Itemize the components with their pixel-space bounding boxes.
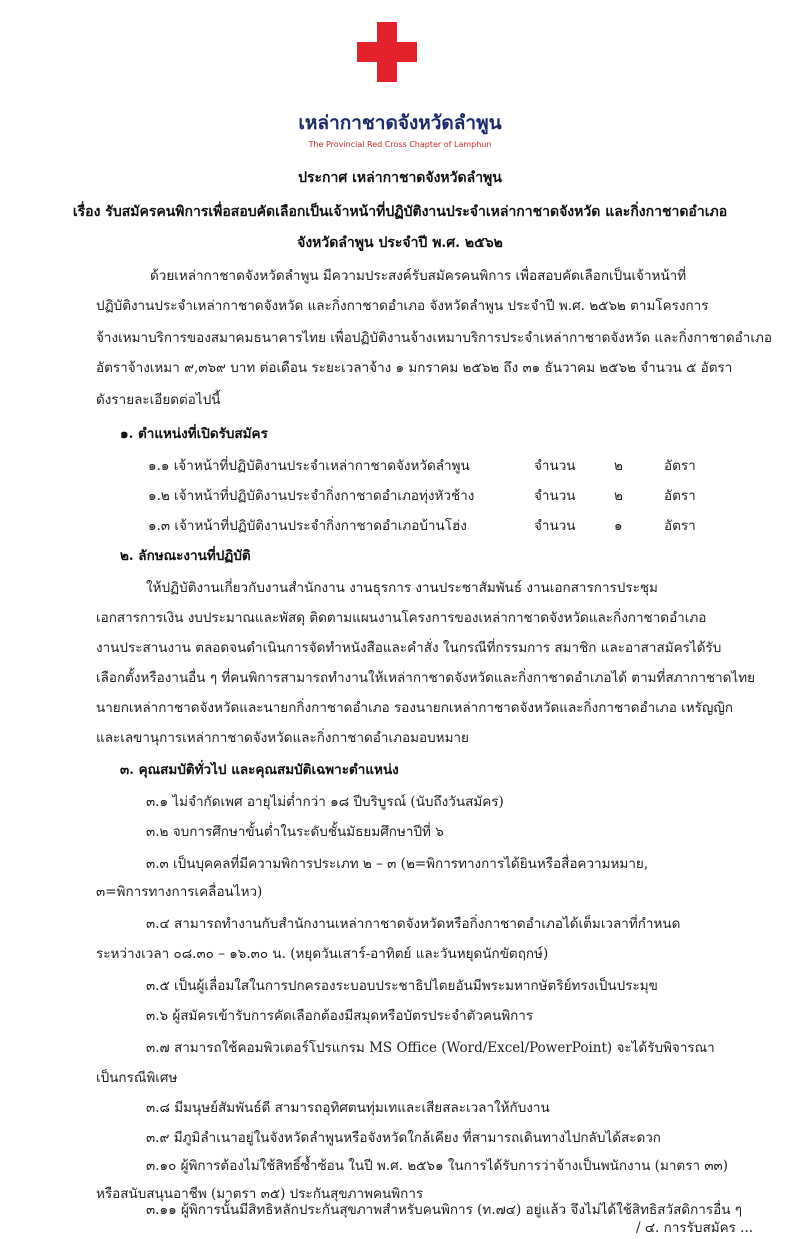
position-count: ๑: [614, 518, 623, 534]
position-unit-label: จำนวน: [534, 488, 576, 504]
position-unit-label: จำนวน: [534, 458, 576, 474]
intro-line: อัตราจ้างเหมา ๙,๓๖๙ บาท ต่อเดือน ระยะเวลาจ้าง ๑ มกราคม ๒๕๖๒ ถึง ๓๑ ธันวาคม ๒๕๖๒ จำนวน ๕ อัตรา: [96, 360, 733, 376]
qualification-item: ๓.๘ มีมนุษย์สัมพันธ์ดี สามารถอุทิศตนทุ่มเทและเสียสละเวลาให้กับงาน: [146, 1100, 550, 1116]
qualification-item: ๓.๑๑ ผู้พิการนั้นมีสิทธิหลักประกันสุขภาพสำหรับคนพิการ (ท.๗๔) อยู่แล้ว จึงไม่ได้ใช้สิทธิสวัสดิการอื่น ๆ: [146, 1202, 742, 1218]
qualification-item-cont: ระหว่างเวลา ๐๘.๓๐ – ๑๖.๓๐ น. (หยุดวันเสาร์-อาทิตย์ และวันหยุดนักขัตฤกษ์): [96, 946, 549, 962]
position-rate-label: อัตรา: [664, 488, 696, 504]
position-unit-label: จำนวน: [534, 518, 576, 534]
position-name: ๑.๓ เจ้าหน้าที่ปฏิบัติงานประจำกิ่งกาชาดอำเภอบ้านโฮ่ง: [148, 518, 467, 534]
position-count: ๒: [614, 488, 623, 504]
position-rate-label: อัตรา: [664, 458, 696, 474]
announcement-subject-cont: จังหวัดลำพูน ประจำปี พ.ศ. ๒๕๖๒: [297, 235, 503, 251]
qualification-item: ๓.๙ มีภูมิลำเนาอยู่ในจังหวัดลำพูนหรือจังหวัดใกล้เคียง ที่สามารถเดินทางไปกลับได้สะดวก: [146, 1130, 661, 1146]
red-cross-horizontal: [357, 42, 417, 62]
section-heading: ๒. ลักษณะงานที่ปฏิบัติ: [120, 548, 251, 564]
section2-line: เลือกตั้งหรืองานอื่น ๆ ที่คนพิการสามารถทำงานให้เหล่ากาชาดจังหวัดและกิ่งกาชาดอำเภอได้ ตามที่สภากาชาดไทย: [96, 670, 756, 686]
position-name: ๑.๑ เจ้าหน้าที่ปฏิบัติงานประจำเหล่ากาชาดจังหวัดลำพูน: [148, 458, 470, 474]
announcement-subject: เรื่อง รับสมัครคนพิการเพื่อสอบคัดเลือกเป็นเจ้าหน้าที่ปฏิบัติงานประจำเหล่ากาชาดจังหวัด และกิ่งกาชาดอำเภอ: [72, 204, 728, 220]
intro-line: ปฏิบัติงานประจำเหล่ากาชาดจังหวัด และกิ่งกาชาดอำเภอ จังหวัดลำพูน ประจำปี พ.ศ. ๒๕๖๒ ตามโครงการ: [96, 298, 709, 314]
org-name-thai: เหล่ากาชาดจังหวัดลำพูน: [298, 112, 502, 134]
qualification-item-cont: ๓=พิการทางการเคลื่อนไหว): [96, 884, 263, 900]
intro-line: ด้วยเหล่ากาชาดจังหวัดลำพูน มีความประสงค์รับสมัครคนพิการ เพื่อสอบคัดเลือกเป็นเจ้าหน้าที่: [150, 268, 687, 284]
qualification-item-cont: หรือสนับสนุนอาชีพ (มาตรา ๓๕) ประกันสุขภาพคนพิการ: [96, 1186, 424, 1202]
qualification-item: ๓.๕ เป็นผู้เลื่อมใสในการปกครองระบอบประชาธิปไตยอันมีพระมหากษัตริย์ทรงเป็นประมุข: [146, 978, 658, 994]
qualification-item: ๓.๔ สามารถทำงานกับสำนักงานเหล่ากาชาดจังหวัดหรือกิ่งกาชาดอำเภอได้เต็มเวลาที่กำหนด: [146, 916, 681, 932]
continued-footer: / ๔. การรับสมัคร ...: [636, 1220, 754, 1236]
qualification-item: ๓.๑ ไม่จำกัดเพศ อายุไม่ต่ำกว่า ๑๘ ปีบริบูรณ์ (นับถึงวันสมัคร): [146, 794, 504, 810]
intro-line: ดังรายละเอียดต่อไปนี้: [96, 392, 221, 408]
intro-line: จ้างเหมาบริการของสมาคมธนาคารไทย เพื่อปฏิบัติงานจ้างเหมาบริการประจำเหล่ากาชาดจังหวัด และกิ่งกาชาดอำเภอ: [96, 330, 772, 346]
position-name: ๑.๒ เจ้าหน้าที่ปฏิบัติงานประจำกิ่งกาชาดอำเภอทุ่งหัวช้าง: [148, 488, 475, 504]
qualification-item: ๓.๓ เป็นบุคคลที่มีความพิการประเภท ๒ – ๓ (๒=พิการทางการได้ยินหรือสื่อความหมาย,: [146, 856, 649, 872]
section-heading: ๓. คุณสมบัติทั่วไป และคุณสมบัติเฉพาะตำแหน่ง: [120, 762, 399, 778]
qualification-item: ๓.๗ สามารถใช้คอมพิวเตอร์โปรแกรม MS Office (Word/Excel/PowerPoint) จะได้รับพิจารณา: [146, 1040, 715, 1056]
section2-line: เอกสารการเงิน งบประมาณและพัสดุ ติดตามแผนงานโครงการของเหล่ากาชาดจังหวัดและกิ่งกาชาดอำเภอ: [96, 610, 707, 626]
section2-line: ให้ปฏิบัติงานเกี่ยวกับงานสำนักงาน งานธุรการ งานประชาสัมพันธ์ งานเอกสารการประชุม: [146, 580, 658, 596]
red-cross-logo: [357, 22, 417, 82]
qualification-item: ๓.๒ จบการศึกษาขั้นต่ำในระดับชั้นมัธยมศึกษาปีที่ ๖: [146, 824, 444, 840]
qualification-item-cont: เป็นกรณีพิเศษ: [96, 1070, 178, 1086]
section-heading: ๑. ตำแหน่งที่เปิดรับสมัคร: [120, 426, 268, 442]
section2-line: และเลขานุการเหล่ากาชาดจังหวัดและกิ่งกาชาดอำเภอมอบหมาย: [96, 730, 469, 746]
qualification-item: ๓.๖ ผู้สมัครเข้ารับการคัดเลือกต้องมีสมุดหรือบัตรประจำตัวคนพิการ: [146, 1008, 534, 1024]
qualification-item: ๓.๑๐ ผู้พิการต้องไม่ใช้สิทธิ์ซ้ำซ้อน ในปี พ.ศ. ๒๕๖๑ ในการได้รับการว่าจ้างเป็นพนักงาน (มาตรา ๓๓): [146, 1158, 729, 1174]
section2-line: งานประสานงาน ตลอดจนดำเนินการจัดทำหนังสือและคำสั่ง ในกรณีที่กรรมการ สมาชิก และอาสาสมัครได้รับ: [96, 640, 722, 656]
announcement-title: ประกาศ เหล่ากาชาดจังหวัดลำพูน: [298, 170, 502, 186]
org-name-english: The Provincial Red Cross Chapter of Lamphun: [308, 140, 492, 149]
section2-line: นายกเหล่ากาชาดจังหวัดและนายกกิ่งกาชาดอำเภอ รองนายกเหล่ากาชาดจังหวัดและกิ่งกาชาดอำเภอ เหรัญญิก: [96, 700, 734, 716]
position-count: ๒: [614, 458, 623, 474]
position-rate-label: อัตรา: [664, 518, 696, 534]
